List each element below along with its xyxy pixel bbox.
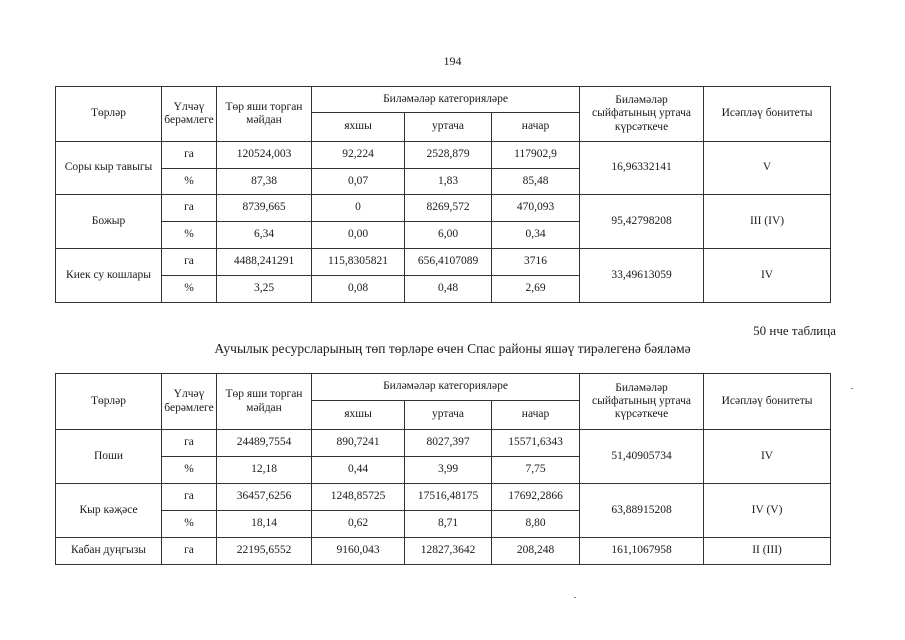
habitat-table-1 — [55, 86, 831, 303]
table-row — [56, 142, 831, 169]
area-cell: 87,38 — [217, 169, 312, 195]
medium-cell: 8,71 — [405, 511, 492, 538]
good-cell: 0 — [312, 195, 405, 222]
header-quality: Биләмәләр сыйфатының уртача күрсәткече — [580, 87, 704, 142]
table-row — [56, 249, 831, 276]
header-species: Төрләр — [56, 87, 162, 142]
unit-cell: % — [162, 222, 217, 249]
quality-cell: 161,1067958 — [580, 538, 704, 565]
quality-cell: 51,40905734 — [580, 430, 704, 484]
good-cell: 92,224 — [312, 142, 405, 169]
poor-cell: 8,80 — [492, 511, 580, 538]
scan-speck — [851, 388, 853, 389]
species-name: Поши — [56, 430, 162, 484]
table-row — [56, 195, 831, 222]
unit-cell: % — [162, 276, 217, 303]
scan-speck — [574, 597, 576, 598]
quality-cell: 95,42798208 — [580, 195, 704, 249]
header-good: яхшы — [312, 113, 405, 142]
table-number: 50 нче таблица — [753, 323, 836, 338]
poor-cell: 7,75 — [492, 457, 580, 484]
quality-cell: 63,88915208 — [580, 484, 704, 538]
good-cell: 1248,85725 — [312, 484, 405, 511]
table-title: Аучылык ресурсларының төп төрләре өчен Спас районы яшәү тирәлегенә бәяләмә — [214, 341, 691, 356]
quality-cell: 16,96332141 — [580, 142, 704, 195]
table-row — [56, 430, 831, 457]
medium-cell: 8027,397 — [405, 430, 492, 457]
header-medium: уртача — [405, 401, 492, 430]
poor-cell: 85,48 — [492, 169, 580, 195]
area-cell: 8739,665 — [217, 195, 312, 222]
unit-cell: га — [162, 249, 217, 276]
unit-cell: га — [162, 484, 217, 511]
unit-cell: га — [162, 430, 217, 457]
area-cell: 22195,6552 — [217, 538, 312, 565]
medium-cell: 656,4107089 — [405, 249, 492, 276]
area-cell: 12,18 — [217, 457, 312, 484]
unit-cell: % — [162, 169, 217, 195]
bonitet-cell: IV — [704, 249, 831, 303]
bonitet-cell: V — [704, 142, 831, 195]
unit-cell: га — [162, 195, 217, 222]
medium-cell: 2528,879 — [405, 142, 492, 169]
header-area: Төр яши торган мәйдан — [217, 374, 312, 430]
poor-cell: 117902,9 — [492, 142, 580, 169]
medium-cell: 6,00 — [405, 222, 492, 249]
species-name: Киек су кошлары — [56, 249, 162, 303]
area-cell: 6,34 — [217, 222, 312, 249]
bonitet-cell: IV (V) — [704, 484, 831, 538]
unit-cell: га — [162, 538, 217, 565]
header-area: Төр яши торган мәйдан — [217, 87, 312, 142]
bonitet-cell: II (III) — [704, 538, 831, 565]
medium-cell: 1,83 — [405, 169, 492, 195]
header-categories: Биләмәләр категорияләре — [312, 87, 580, 113]
medium-cell: 3,99 — [405, 457, 492, 484]
header-poor: начар — [492, 113, 580, 142]
header-bonitet: Исәпләү бонитеты — [704, 374, 831, 430]
good-cell: 890,7241 — [312, 430, 405, 457]
species-name: Кыр кәҗәсе — [56, 484, 162, 538]
good-cell: 9160,043 — [312, 538, 405, 565]
header-bonitet: Исәпләү бонитеты — [704, 87, 831, 142]
unit-cell: % — [162, 457, 217, 484]
quality-cell: 33,49613059 — [580, 249, 704, 303]
medium-cell: 8269,572 — [405, 195, 492, 222]
good-cell: 0,44 — [312, 457, 405, 484]
header-species: Төрләр — [56, 374, 162, 430]
header-unit: Үлчәү берәмлеге — [162, 87, 217, 142]
poor-cell: 3716 — [492, 249, 580, 276]
area-cell: 4488,241291 — [217, 249, 312, 276]
unit-cell: га — [162, 142, 217, 169]
poor-cell: 0,34 — [492, 222, 580, 249]
medium-cell: 12827,3642 — [405, 538, 492, 565]
species-name: Кабан дуңгызы — [56, 538, 162, 565]
header-row — [56, 87, 831, 113]
poor-cell: 470,093 — [492, 195, 580, 222]
header-poor: начар — [492, 401, 580, 430]
area-cell: 24489,7554 — [217, 430, 312, 457]
unit-cell: % — [162, 511, 217, 538]
area-cell: 3,25 — [217, 276, 312, 303]
good-cell: 0,00 — [312, 222, 405, 249]
medium-cell: 0,48 — [405, 276, 492, 303]
header-medium: уртача — [405, 113, 492, 142]
header-unit: Үлчәү берәмлеге — [162, 374, 217, 430]
area-cell: 18,14 — [217, 511, 312, 538]
table-row — [56, 484, 831, 511]
header-categories: Биләмәләр категорияләре — [312, 374, 580, 401]
species-name: Соры кыр тавыгы — [56, 142, 162, 195]
area-cell: 36457,6256 — [217, 484, 312, 511]
poor-cell: 15571,6343 — [492, 430, 580, 457]
poor-cell: 2,69 — [492, 276, 580, 303]
bonitet-cell: IV — [704, 430, 831, 484]
good-cell: 0,07 — [312, 169, 405, 195]
table-row — [56, 538, 831, 565]
poor-cell: 208,248 — [492, 538, 580, 565]
bonitet-cell: III (IV) — [704, 195, 831, 249]
page-number: 194 — [443, 54, 462, 68]
medium-cell: 17516,48175 — [405, 484, 492, 511]
poor-cell: 17692,2866 — [492, 484, 580, 511]
header-good: яхшы — [312, 401, 405, 430]
good-cell: 0,08 — [312, 276, 405, 303]
species-name: Божыр — [56, 195, 162, 249]
habitat-table-2 — [55, 373, 831, 565]
good-cell: 0,62 — [312, 511, 405, 538]
header-row — [56, 374, 831, 401]
good-cell: 115,8305821 — [312, 249, 405, 276]
area-cell: 120524,003 — [217, 142, 312, 169]
header-quality: Биләмәләр сыйфатының уртача күрсәткече — [580, 374, 704, 430]
